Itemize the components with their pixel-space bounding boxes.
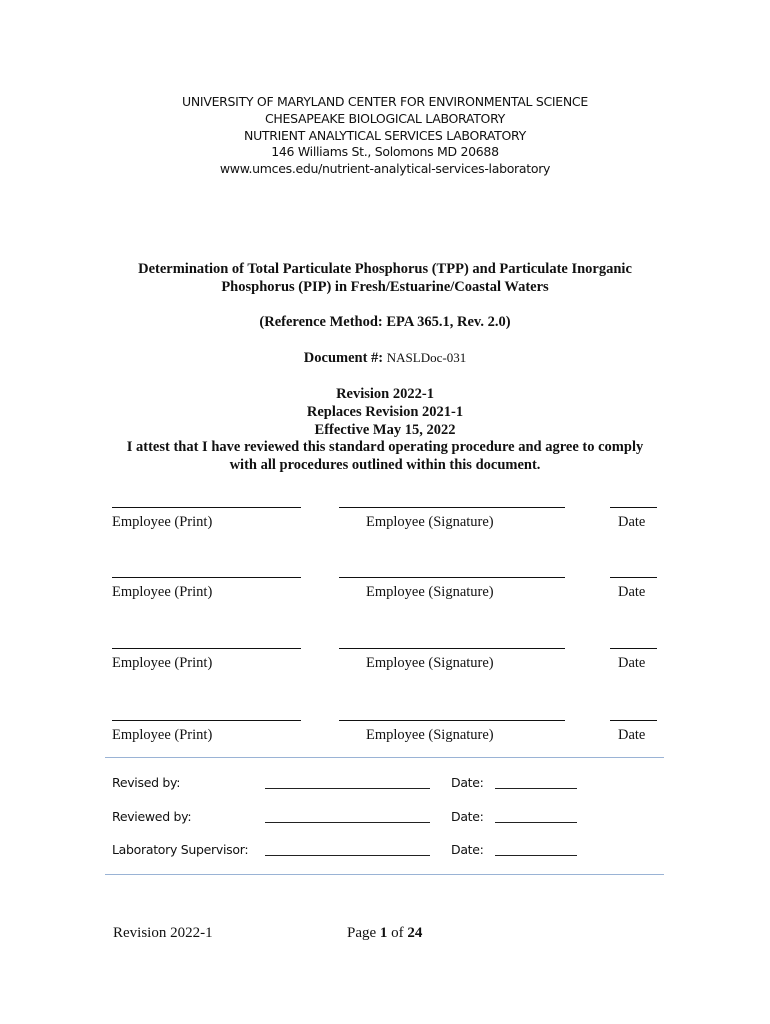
review-date-field[interactable] (495, 843, 577, 859)
review-row-label: Reviewed by: (112, 809, 192, 824)
print-label: Employee (Print) (112, 584, 213, 600)
print-label: Employee (Print) (112, 655, 213, 671)
print-name-line[interactable] (112, 648, 301, 649)
review-row-label: Laboratory Supervisor: (112, 842, 249, 857)
title-line-1: Determination of Total Particulate Phosphorus (TPP) and Particulate Inorganic (138, 261, 632, 277)
review-date-label: Date: (451, 809, 484, 824)
print-name-line[interactable] (112, 577, 301, 578)
page-total: 24 (407, 925, 423, 941)
signature-label: Employee (Signature) (366, 584, 494, 600)
footer-revision: Revision 2022-1 (113, 925, 213, 941)
signature-line[interactable] (339, 720, 565, 721)
date-line[interactable] (610, 577, 657, 578)
review-date-label: Date: (451, 842, 484, 857)
review-row (0, 809, 770, 829)
review-name-field[interactable] (265, 810, 430, 826)
print-label: Employee (Print) (112, 514, 213, 530)
date-line[interactable] (610, 507, 657, 508)
review-name-field[interactable] (265, 776, 430, 792)
signature-label: Employee (Signature) (366, 514, 494, 530)
signature-row (0, 507, 770, 547)
signature-row (0, 577, 770, 617)
date-line[interactable] (610, 720, 657, 721)
document-number (0, 350, 770, 367)
signature-line[interactable] (339, 507, 565, 508)
signature-line[interactable] (339, 577, 565, 578)
revision-effective: Effective May 15, 2022 (314, 421, 456, 438)
review-row (0, 842, 770, 862)
of-word: of (391, 925, 404, 941)
header-website: www.umces.edu/nutrient-analytical-services-laboratory (219, 161, 551, 177)
document-number-value: NASLDoc-031 (386, 350, 467, 365)
print-label: Employee (Print) (112, 727, 213, 743)
page-word: Page (347, 925, 377, 941)
page-current: 1 (379, 925, 388, 941)
document-number-label: Document #: (303, 350, 384, 366)
review-date-label: Date: (451, 775, 484, 790)
review-row (0, 775, 770, 795)
review-date-field[interactable] (495, 776, 577, 792)
date-label: Date (618, 514, 646, 530)
signature-row (0, 648, 770, 688)
revision-block (0, 386, 770, 475)
attestation-line-1: I attest that I have reviewed this standard operating procedure and agree to comply (126, 439, 644, 456)
signature-line[interactable] (339, 648, 565, 649)
signature-row (0, 720, 770, 760)
date-label: Date (618, 655, 646, 671)
date-label: Date (618, 727, 646, 743)
review-date-field[interactable] (495, 810, 577, 826)
lab-header (0, 94, 770, 178)
date-label: Date (618, 584, 646, 600)
print-name-line[interactable] (112, 720, 301, 721)
signature-label: Employee (Signature) (366, 655, 494, 671)
review-row-label: Revised by: (112, 775, 181, 790)
attestation-line-2: with all procedures outlined within this document. (229, 457, 541, 474)
section-divider-bottom (105, 874, 664, 875)
print-name-line[interactable] (112, 507, 301, 508)
section-divider-top (105, 757, 664, 758)
header-institution: UNIVERSITY OF MARYLAND CENTER FOR ENVIRONMENTAL SCIENCE (182, 94, 588, 109)
reference-method: (Reference Method: EPA 365.1, Rev. 2.0) (259, 314, 511, 330)
date-line[interactable] (610, 648, 657, 649)
revision-current: Revision 2022-1 (336, 386, 434, 402)
header-laboratory: CHESAPEAKE BIOLOGICAL LABORATORY (265, 110, 505, 126)
document-title (0, 261, 770, 296)
title-line-2: Phosphorus (PIP) in Fresh/Estuarine/Coastal Waters (221, 278, 549, 295)
signature-label: Employee (Signature) (366, 727, 494, 743)
footer-page-number (347, 925, 422, 942)
revision-replaces: Replaces Revision 2021-1 (306, 403, 464, 420)
review-name-field[interactable] (265, 843, 430, 859)
header-service: NUTRIENT ANALYTICAL SERVICES LABORATORY (244, 127, 526, 143)
header-address: 146 Williams St., Solomons MD 20688 (271, 144, 499, 160)
